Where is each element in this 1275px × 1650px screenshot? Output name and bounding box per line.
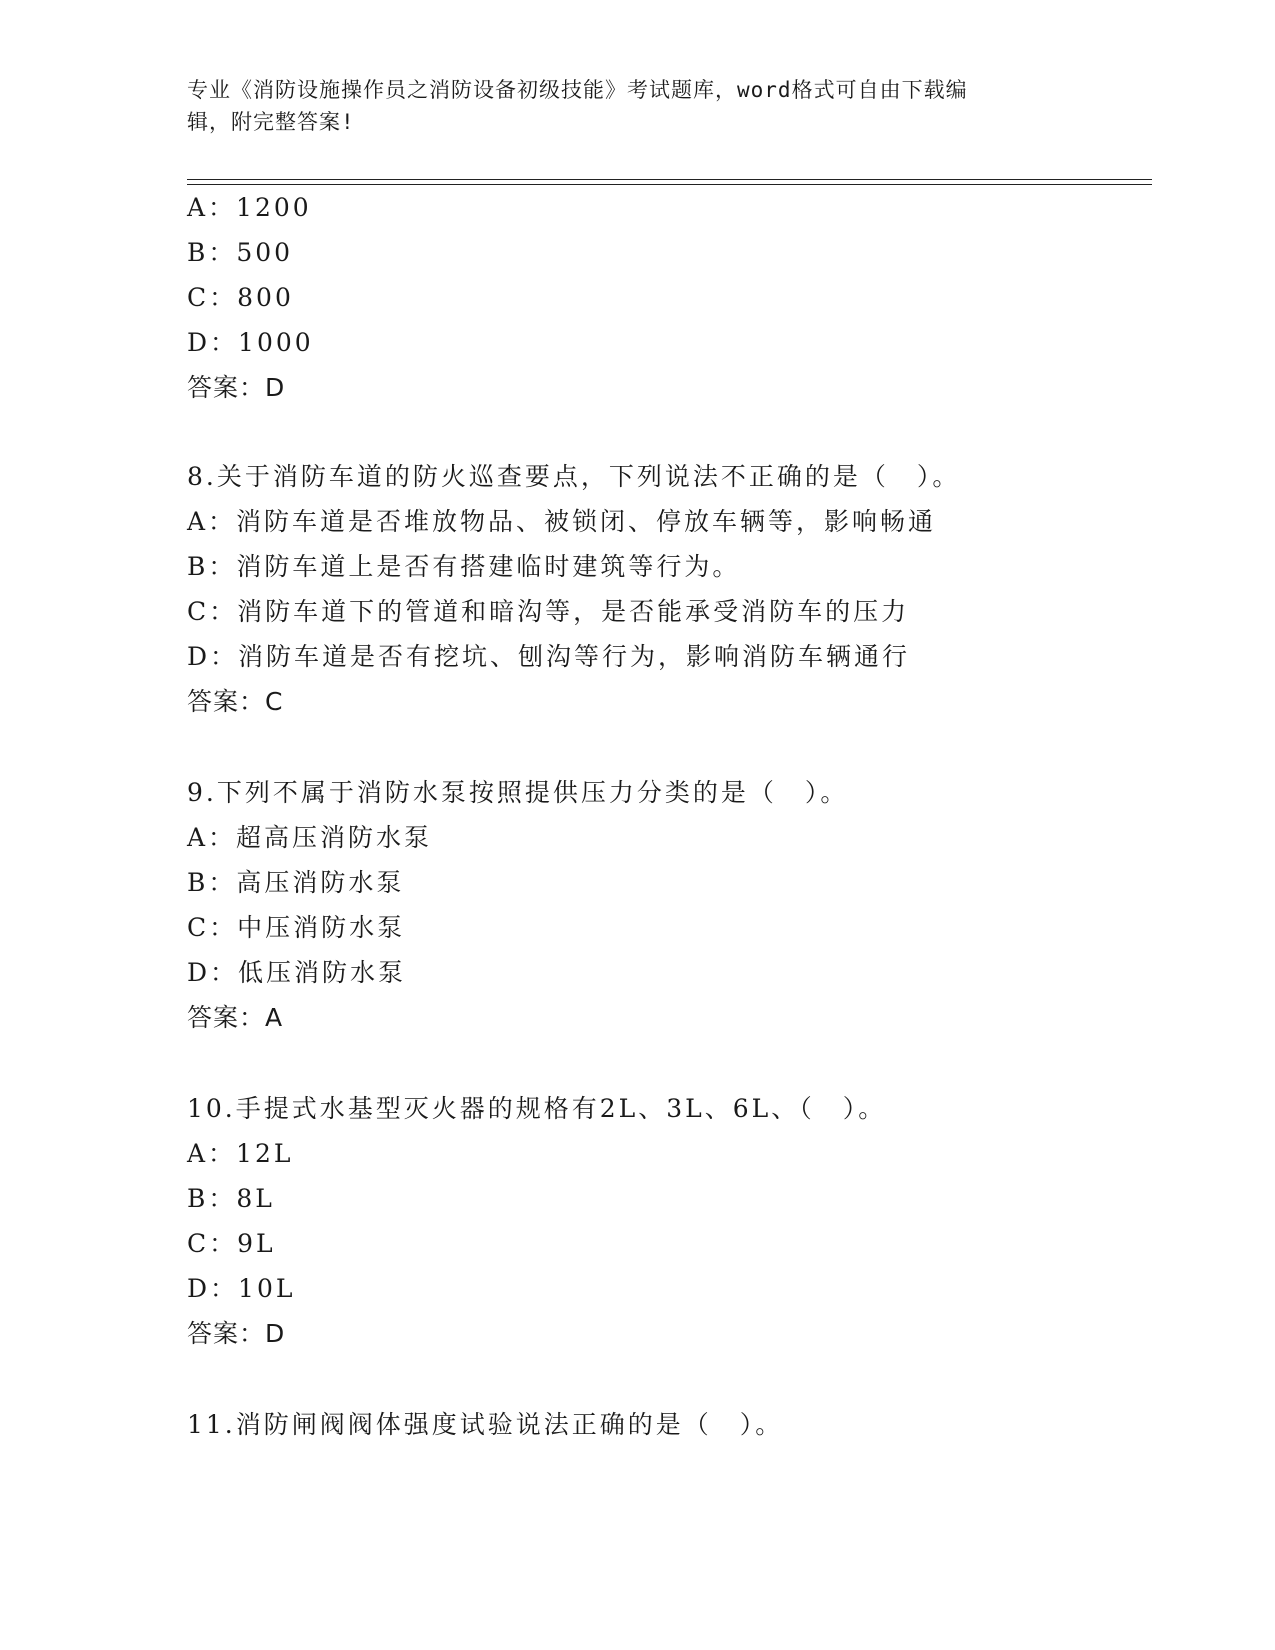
q10-option-a: A：12L	[187, 1139, 294, 1168]
q7-option-d: D：1000	[187, 328, 314, 357]
q8-question: 8.关于消防车道的防火巡查要点，下列说法不正确的是（ ）。	[187, 462, 961, 491]
q8-option-c: C：消防车道下的管道和暗沟等，是否能承受消防车的压力	[187, 597, 910, 626]
header-line-1: 专业《消防设施操作员之消防设备初级技能》考试题库，word格式可自由下载编	[187, 78, 968, 102]
q9-question: 9.下列不属于消防水泵按照提供压力分类的是（ ）。	[187, 778, 849, 807]
q11-question: 11.消防闸阀阀体强度试验说法正确的是（ ）。	[187, 1410, 784, 1439]
header-rule-bottom	[187, 184, 1152, 185]
q9-option-c: C：中压消防水泵	[187, 913, 406, 942]
q7-option-a: A：1200	[187, 193, 312, 222]
q8-option-b: B：消防车道上是否有搭建临时建筑等行为。	[187, 552, 741, 581]
q7-option-c: C：800	[187, 283, 294, 312]
q10-option-c: C：9L	[187, 1229, 276, 1258]
q10-option-b: B：8L	[187, 1184, 275, 1213]
q10-option-d: D：10L	[187, 1274, 296, 1303]
q9-option-a: A：超高压消防水泵	[187, 823, 433, 852]
q9-answer: 答案：A	[187, 1003, 284, 1032]
document-header	[187, 74, 1087, 138]
q8-option-a: A：消防车道是否堆放物品、被锁闭、停放车辆等，影响畅通	[187, 507, 937, 536]
header-rule-top	[187, 179, 1152, 180]
q7-option-b: B：500	[187, 238, 294, 267]
q9-option-d: D：低压消防水泵	[187, 958, 407, 987]
q8-answer: 答案：C	[187, 687, 284, 716]
q10-question: 10.手提式水基型灭火器的规格有2L、3L、6L、（ ）。	[187, 1094, 887, 1123]
q8-option-d: D：消防车道是否有挖坑、刨沟等行为，影响消防车辆通行	[187, 642, 911, 671]
q7-answer: 答案：D	[187, 373, 286, 402]
header-line-2: 辑，附完整答案!	[187, 110, 355, 134]
q9-option-b: B：高压消防水泵	[187, 868, 405, 897]
q10-answer: 答案：D	[187, 1319, 286, 1348]
